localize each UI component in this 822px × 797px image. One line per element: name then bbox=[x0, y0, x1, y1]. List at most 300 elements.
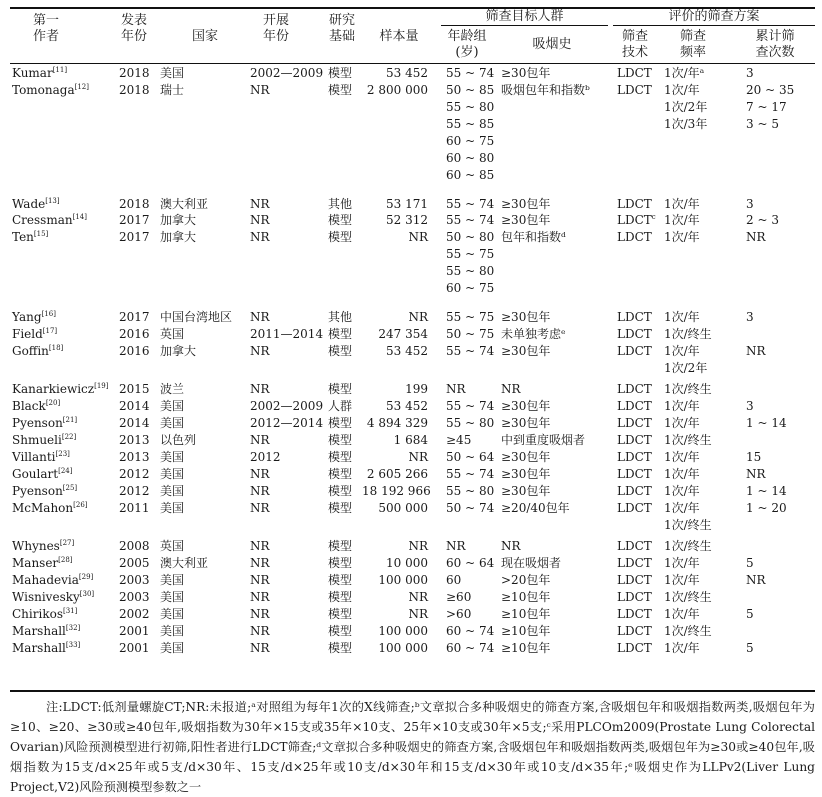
author-name: Goffin bbox=[12, 343, 49, 358]
author-name: Marshall bbox=[12, 623, 66, 638]
cum-cell: 3 bbox=[746, 66, 754, 80]
period-cell: NR bbox=[250, 500, 270, 515]
sample-cell: NR bbox=[408, 230, 428, 245]
tech-cell bbox=[617, 65, 652, 81]
sample-cell: 100 000 bbox=[378, 572, 428, 587]
citation-ref: [20] bbox=[45, 399, 61, 408]
sample-cell: 52 312 bbox=[386, 213, 428, 228]
cum-cell: 15 bbox=[746, 449, 762, 464]
smoking-cell: 吸烟包年和指数ᵇ bbox=[501, 82, 590, 97]
smoking-cell: 现在吸烟者 bbox=[501, 555, 562, 570]
author-name: Tomonaga bbox=[12, 82, 75, 97]
smoking-cell: NR bbox=[501, 538, 521, 553]
basis-cell: 模型 bbox=[328, 66, 353, 80]
citation-ref: [24] bbox=[58, 466, 73, 475]
basis-cell: 模型 bbox=[328, 572, 353, 587]
age-cell: 55 ~ 75 bbox=[446, 247, 495, 262]
header-year-line2: 年份 bbox=[120, 29, 147, 44]
freq-cell: 1次/3年 bbox=[664, 116, 708, 131]
year-cell: 2011 bbox=[119, 500, 150, 515]
country-cell: 美国 bbox=[160, 623, 185, 638]
smoking-cell: NR bbox=[501, 382, 521, 397]
author-cell bbox=[12, 623, 80, 639]
basis-cell: 模型 bbox=[328, 82, 353, 97]
period-cell: NR bbox=[250, 432, 270, 447]
tech-cell bbox=[617, 483, 652, 499]
author-cell bbox=[12, 381, 108, 397]
tech-name: LDCT bbox=[617, 589, 652, 604]
tech-name: LDCT bbox=[617, 500, 652, 515]
header-country: 国家 bbox=[191, 29, 218, 44]
tech-name: LDCT bbox=[617, 538, 652, 553]
country-cell: 美国 bbox=[160, 416, 185, 431]
author-name: Pyenson bbox=[12, 483, 63, 498]
table-bottom-rule bbox=[10, 690, 815, 692]
basis-cell: 模型 bbox=[328, 382, 353, 397]
country-cell: 美国 bbox=[160, 640, 185, 655]
year-cell: 2015 bbox=[119, 382, 150, 397]
header-sample: 样本量 bbox=[379, 29, 419, 44]
smoking-cell: ≥30包年 bbox=[501, 343, 551, 358]
basis-cell: 模型 bbox=[328, 640, 353, 655]
cum-cell: 1 ~ 20 bbox=[746, 500, 787, 515]
author-name: Pyenson bbox=[12, 416, 63, 431]
year-cell: 2016 bbox=[119, 327, 150, 342]
cum-cell: 20 ~ 35 bbox=[746, 82, 795, 97]
header-basis-line2: 基础 bbox=[328, 29, 355, 44]
freq-cell: 1次/年 bbox=[664, 416, 700, 431]
year-cell: 2018 bbox=[119, 66, 150, 80]
author-cell bbox=[12, 572, 93, 588]
freq-cell: 1次/年 bbox=[664, 466, 700, 481]
author-cell bbox=[12, 640, 80, 656]
author-name: Cressman bbox=[12, 213, 73, 228]
header-bottom-rule bbox=[10, 63, 815, 64]
period-cell: 2002—2009 bbox=[250, 66, 324, 80]
tech-name: LDCT bbox=[617, 606, 652, 621]
author-cell bbox=[12, 538, 74, 554]
author-name: Field bbox=[12, 327, 43, 342]
cum-cell: 5 bbox=[746, 640, 754, 655]
freq-cell: 1次/终生 bbox=[664, 327, 712, 342]
tech-name: LDCT bbox=[617, 432, 652, 447]
year-cell: 2017 bbox=[119, 310, 150, 325]
age-cell: 50 ~ 74 bbox=[446, 500, 495, 515]
citation-ref: [28] bbox=[58, 555, 73, 564]
header-basis-line1: 研究 bbox=[328, 13, 355, 28]
period-cell: NR bbox=[250, 213, 270, 228]
age-cell: 50 ~ 80 bbox=[446, 230, 495, 245]
smoking-cell: 中到重度吸烟者 bbox=[501, 432, 586, 447]
period-cell: 2011—2014 bbox=[250, 327, 324, 342]
citation-ref: [25] bbox=[62, 483, 78, 492]
tech-cell bbox=[617, 606, 652, 622]
sample-cell: 2 605 266 bbox=[366, 466, 428, 481]
basis-cell: 模型 bbox=[328, 538, 353, 553]
freq-cell: 1次/终生 bbox=[664, 589, 712, 604]
tech-cell bbox=[617, 381, 652, 397]
period-cell: NR bbox=[250, 623, 270, 638]
author-name: Marshall bbox=[12, 640, 66, 655]
country-cell: 美国 bbox=[160, 483, 185, 498]
tech-name: LDCT bbox=[617, 416, 652, 431]
cum-cell: NR bbox=[746, 343, 766, 358]
smoking-cell: ≥30包年 bbox=[501, 399, 551, 414]
age-cell: 60 ~ 75 bbox=[446, 133, 495, 148]
header-period-line1: 开展 bbox=[262, 13, 289, 28]
freq-cell: 1次/2年 bbox=[664, 360, 708, 375]
period-cell: 2002—2009 bbox=[250, 399, 324, 414]
author-name: Yang bbox=[12, 310, 42, 325]
freq-cell: 1次/年 bbox=[664, 343, 700, 358]
author-name: Wade bbox=[12, 196, 46, 211]
period-cell: NR bbox=[250, 196, 270, 211]
smoking-cell: ≥30包年 bbox=[501, 196, 551, 211]
footnote-text: 注:LDCT:低剂量螺旋CT;NR:未报道;ᵃ对照组为每年1次的X线筛查;ᵇ文章拟合多种吸烟史的筛查方案,含吸烟包年和吸烟指数两类,吸烟包年为≥10、≥20、≥30或≥40包年,吸烟指数为30年×15支或35年×10支、25年×10支或30年×5支;ᶜ采用PLCOm2009(Prostate Lung Colorectal Ovarian)风险预测模型进行初筛,阳性者进行LDCT筛查;ᵈ文章拟合多种吸烟史的筛查方案,含吸烟包年和吸烟指数两类,吸烟包年为≥30或≥40包年,吸烟指数为15支/d×25年或5支/d×30年、15支/d×25年或10支/d×30年和15支/d×30年或10支/d×35年;ᵉ吸烟史作为LLPv2(Liver Lung Project,V2)风险预测模型参数之一 bbox=[10, 700, 815, 794]
age-cell: 60 ~ 75 bbox=[446, 281, 495, 296]
tech-cell bbox=[617, 326, 652, 342]
tech-name: LDCT bbox=[617, 327, 652, 342]
freq-cell: 1次/终生 bbox=[664, 538, 712, 553]
cum-cell: 3 bbox=[746, 310, 754, 325]
smoking-cell: ≥30包年 bbox=[501, 310, 551, 325]
sample-cell: NR bbox=[408, 310, 428, 325]
year-cell: 2003 bbox=[119, 572, 150, 587]
header-tech-line1: 筛查 bbox=[621, 29, 648, 44]
tech-cell bbox=[617, 432, 652, 448]
basis-cell: 模型 bbox=[328, 432, 353, 447]
period-cell: 2012—2014 bbox=[250, 416, 324, 431]
tech-name: LDCT bbox=[617, 310, 652, 325]
sample-cell: 199 bbox=[405, 382, 428, 397]
author-name: Mahadevia bbox=[12, 572, 79, 587]
citation-ref: [12] bbox=[74, 82, 89, 91]
author-cell bbox=[12, 500, 88, 516]
citation-ref: [22] bbox=[61, 432, 77, 441]
freq-cell: 1次/2年 bbox=[664, 99, 708, 114]
freq-cell: 1次/年 bbox=[664, 399, 700, 414]
sample-cell: 53 452 bbox=[386, 66, 428, 80]
sample-cell: 53 452 bbox=[386, 399, 428, 414]
smoking-cell: ≥30包年 bbox=[501, 66, 551, 80]
year-cell: 2008 bbox=[119, 538, 150, 553]
author-cell bbox=[12, 212, 87, 228]
age-cell: 55 ~ 80 bbox=[446, 99, 495, 114]
year-cell: 2001 bbox=[119, 640, 150, 655]
citation-ref: [18] bbox=[48, 343, 64, 352]
smoking-cell: 未单独考虑ᵉ bbox=[501, 327, 566, 342]
tech-name: LDCT bbox=[617, 399, 652, 414]
tech-name: LDCT bbox=[617, 196, 652, 211]
tech-name: LDCT bbox=[617, 572, 652, 587]
tech-cell bbox=[617, 309, 652, 325]
basis-cell: 人群 bbox=[328, 399, 353, 414]
author-cell bbox=[12, 65, 67, 81]
freq-cell: 1次/终生 bbox=[664, 517, 712, 532]
smoking-cell: 包年和指数ᵈ bbox=[501, 230, 566, 245]
country-cell: 英国 bbox=[160, 538, 185, 553]
year-cell: 2018 bbox=[119, 196, 150, 211]
age-cell: 55 ~ 85 bbox=[446, 116, 495, 131]
country-cell: 美国 bbox=[160, 572, 185, 587]
period-cell: NR bbox=[250, 555, 270, 570]
country-cell: 美国 bbox=[160, 606, 185, 621]
cum-cell: 5 bbox=[746, 555, 754, 570]
author-cell bbox=[12, 589, 94, 605]
tech-name: LDCT bbox=[617, 623, 652, 638]
freq-cell: 1次/年 bbox=[664, 500, 700, 515]
year-cell: 2003 bbox=[119, 589, 150, 604]
period-cell: NR bbox=[250, 640, 270, 655]
smoking-cell: ≥10包年 bbox=[501, 623, 551, 638]
age-cell: 60 ~ 80 bbox=[446, 150, 495, 165]
year-cell: 2014 bbox=[119, 416, 150, 431]
citation-ref: [31] bbox=[62, 606, 78, 615]
freq-cell: 1次/年 bbox=[664, 310, 700, 325]
basis-cell: 模型 bbox=[328, 483, 353, 498]
citation-ref: [26] bbox=[73, 500, 88, 509]
cum-cell: 5 bbox=[746, 606, 754, 621]
tech-cell bbox=[617, 449, 652, 465]
author-name: Shmueli bbox=[12, 432, 62, 447]
citation-ref: [32] bbox=[65, 623, 81, 632]
header-author-line2: 作者 bbox=[32, 29, 59, 44]
author-cell bbox=[12, 196, 60, 212]
author-name: Kanarkiewicz bbox=[12, 382, 95, 397]
header-age-line2: (岁) bbox=[455, 45, 479, 60]
tech-name: LDCT bbox=[617, 82, 652, 97]
country-cell: 美国 bbox=[160, 589, 185, 604]
cum-cell: 1 ~ 14 bbox=[746, 416, 787, 431]
smoking-cell: ≥10包年 bbox=[501, 606, 551, 621]
country-cell: 中国台湾地区 bbox=[160, 310, 233, 325]
age-cell: >60 bbox=[446, 606, 472, 621]
citation-ref: [19] bbox=[94, 382, 109, 391]
cum-cell: 1 ~ 14 bbox=[746, 483, 787, 498]
age-cell: 55 ~ 80 bbox=[446, 264, 495, 279]
basis-cell: 模型 bbox=[328, 589, 353, 604]
period-cell: NR bbox=[250, 606, 270, 621]
period-cell: NR bbox=[250, 466, 270, 481]
age-cell: 55 ~ 74 bbox=[446, 399, 495, 414]
citation-ref: [27] bbox=[59, 538, 75, 547]
citation-ref: [15] bbox=[33, 230, 49, 239]
basis-cell: 模型 bbox=[328, 327, 353, 342]
author-name: McMahon bbox=[12, 500, 74, 515]
country-cell: 加拿大 bbox=[160, 343, 197, 358]
scheme-underline bbox=[613, 25, 815, 26]
author-name: Chirikos bbox=[12, 606, 63, 621]
author-name: Manser bbox=[12, 555, 59, 570]
age-cell: 60 bbox=[446, 572, 462, 587]
tech-cell bbox=[617, 343, 652, 359]
country-cell: 瑞士 bbox=[160, 82, 185, 97]
tech-cell bbox=[617, 229, 652, 245]
header-freq-line2: 频率 bbox=[679, 45, 706, 60]
citation-ref: [21] bbox=[62, 416, 78, 425]
freq-cell: 1次/终生 bbox=[664, 382, 712, 397]
tech-cell bbox=[617, 623, 652, 639]
age-cell: 55 ~ 74 bbox=[446, 196, 495, 211]
author-cell bbox=[12, 449, 70, 465]
author-cell bbox=[12, 398, 60, 414]
tech-cell bbox=[617, 212, 656, 228]
header-target-group: 筛查目标人群 bbox=[485, 9, 564, 24]
sample-cell: NR bbox=[408, 606, 428, 621]
citation-ref: [14] bbox=[72, 213, 87, 222]
tech-footnote-mark: c bbox=[651, 213, 656, 222]
basis-cell: 模型 bbox=[328, 623, 353, 638]
sample-cell: NR bbox=[408, 449, 428, 464]
header-author-line1: 第一 bbox=[32, 13, 59, 28]
header-tech-line2: 技术 bbox=[621, 45, 648, 60]
freq-cell: 1次/终生 bbox=[664, 432, 712, 447]
age-cell: 55 ~ 74 bbox=[446, 343, 495, 358]
period-cell: NR bbox=[250, 310, 270, 325]
author-cell bbox=[12, 343, 63, 359]
tech-cell bbox=[617, 196, 652, 212]
age-cell: NR bbox=[446, 382, 466, 397]
sample-cell: 18 192 966 bbox=[362, 483, 431, 498]
smoking-cell: ≥20/40包年 bbox=[501, 500, 570, 515]
smoking-cell: ≥30包年 bbox=[501, 213, 551, 228]
tech-cell bbox=[617, 500, 652, 516]
age-cell: 55 ~ 75 bbox=[446, 310, 495, 325]
age-cell: 55 ~ 74 bbox=[446, 466, 495, 481]
header-scheme: 评价的筛查方案 bbox=[668, 9, 760, 24]
tech-cell bbox=[617, 398, 652, 414]
citation-ref: [13] bbox=[45, 196, 60, 205]
tech-name: LDCT bbox=[617, 66, 652, 80]
citation-ref: [30] bbox=[79, 589, 95, 598]
year-cell: 2002 bbox=[119, 606, 150, 621]
year-cell: 2013 bbox=[119, 432, 150, 447]
author-name: Villanti bbox=[12, 449, 56, 464]
smoking-cell: ≥30包年 bbox=[501, 416, 551, 431]
cum-cell: 3 bbox=[746, 196, 754, 211]
smoking-cell: ≥10包年 bbox=[501, 589, 551, 604]
freq-cell: 1次/年 bbox=[664, 572, 700, 587]
freq-cell: 1次/年 bbox=[664, 213, 700, 228]
country-cell: 加拿大 bbox=[160, 230, 197, 245]
freq-cell: 1次/年 bbox=[664, 449, 700, 464]
smoking-cell: >20包年 bbox=[501, 572, 551, 587]
author-cell bbox=[12, 326, 57, 342]
country-cell: 美国 bbox=[160, 500, 185, 515]
citation-ref: [29] bbox=[78, 572, 94, 581]
tech-name: LDCT bbox=[617, 640, 652, 655]
header-cum-line1: 累计筛 bbox=[755, 29, 795, 44]
tech-cell bbox=[617, 640, 652, 656]
author-name: Ten bbox=[12, 230, 34, 245]
period-cell: NR bbox=[250, 82, 270, 97]
author-cell bbox=[12, 415, 77, 431]
age-cell: 55 ~ 80 bbox=[446, 416, 495, 431]
sample-cell: 500 000 bbox=[378, 500, 428, 515]
header-smoking: 吸烟史 bbox=[532, 37, 572, 52]
sample-cell: 4 894 329 bbox=[366, 416, 428, 431]
author-name: Kumar bbox=[12, 66, 53, 80]
sample-cell: NR bbox=[408, 538, 428, 553]
tech-name: LDCT bbox=[617, 343, 652, 358]
basis-cell: 模型 bbox=[328, 230, 353, 245]
author-cell bbox=[12, 555, 73, 571]
smoking-cell: ≥30包年 bbox=[501, 483, 551, 498]
period-cell: NR bbox=[250, 343, 270, 358]
tech-cell bbox=[617, 538, 652, 554]
age-cell: 60 ~ 74 bbox=[446, 640, 495, 655]
period-cell: NR bbox=[250, 572, 270, 587]
country-cell: 美国 bbox=[160, 466, 185, 481]
freq-cell: 1次/年 bbox=[664, 555, 700, 570]
year-cell: 2017 bbox=[119, 213, 150, 228]
freq-cell: 1次/年 bbox=[664, 82, 700, 97]
freq-cell: 1次/年 bbox=[664, 483, 700, 498]
basis-cell: 模型 bbox=[328, 466, 353, 481]
age-cell: 60 ~ 64 bbox=[446, 555, 495, 570]
freq-cell: 1次/年 bbox=[664, 196, 700, 211]
citation-ref: [23] bbox=[55, 449, 70, 458]
smoking-cell: ≥30包年 bbox=[501, 449, 551, 464]
author-cell bbox=[12, 466, 72, 482]
country-cell: 英国 bbox=[160, 327, 185, 342]
tech-name: LDCT bbox=[617, 213, 652, 228]
age-cell: 50 ~ 75 bbox=[446, 327, 495, 342]
author-cell bbox=[12, 309, 56, 325]
period-cell: NR bbox=[250, 483, 270, 498]
period-cell: 2012 bbox=[250, 449, 281, 464]
sample-cell: 10 000 bbox=[386, 555, 428, 570]
tech-name: LDCT bbox=[617, 449, 652, 464]
table-footnote bbox=[10, 697, 815, 797]
year-cell: 2018 bbox=[119, 82, 150, 97]
basis-cell: 其他 bbox=[328, 310, 353, 325]
freq-cell: 1次/年 bbox=[664, 230, 700, 245]
age-cell: 50 ~ 64 bbox=[446, 449, 495, 464]
citation-ref: [17] bbox=[42, 327, 58, 336]
freq-cell: 1次/年 bbox=[664, 606, 700, 621]
author-name: Goulart bbox=[12, 466, 59, 481]
country-cell: 美国 bbox=[160, 399, 185, 414]
age-cell: NR bbox=[446, 538, 466, 553]
tech-cell bbox=[617, 555, 652, 571]
age-cell: 55 ~ 74 bbox=[446, 66, 495, 80]
country-cell: 加拿大 bbox=[160, 213, 197, 228]
cum-cell: 3 ~ 5 bbox=[746, 116, 779, 131]
cum-cell: NR bbox=[746, 572, 766, 587]
basis-cell: 其他 bbox=[328, 196, 353, 211]
country-cell: 波兰 bbox=[160, 382, 185, 397]
header-cum-line2: 查次数 bbox=[755, 45, 795, 60]
period-cell: NR bbox=[250, 538, 270, 553]
country-cell: 澳大利亚 bbox=[160, 555, 209, 570]
tech-cell bbox=[617, 589, 652, 605]
basis-cell: 模型 bbox=[328, 606, 353, 621]
period-cell: NR bbox=[250, 230, 270, 245]
tech-cell bbox=[617, 82, 652, 98]
cum-cell: 3 bbox=[746, 399, 754, 414]
tech-name: LDCT bbox=[617, 466, 652, 481]
age-cell: 50 ~ 85 bbox=[446, 82, 495, 97]
tech-cell bbox=[617, 466, 652, 482]
smoking-cell: ≥30包年 bbox=[501, 466, 551, 481]
year-cell: 2017 bbox=[119, 230, 150, 245]
cum-cell: NR bbox=[746, 230, 766, 245]
freq-cell: 1次/终生 bbox=[664, 623, 712, 638]
author-cell bbox=[12, 483, 77, 499]
sample-cell: 53 171 bbox=[386, 196, 428, 211]
tech-name: LDCT bbox=[617, 230, 652, 245]
